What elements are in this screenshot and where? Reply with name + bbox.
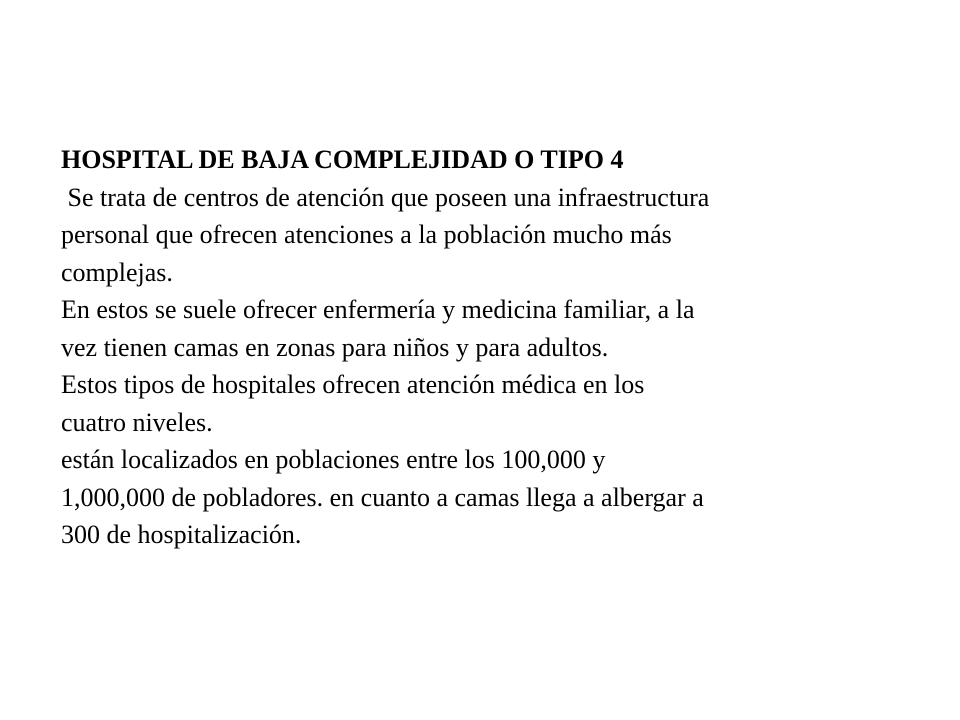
body-line: vez tienen camas en zonas para niños y para adultos.: [61, 332, 609, 362]
body-line: personal que ofrecen atenciones a la población mucho más: [61, 220, 672, 249]
body-line: 1,000,000 de pobladores. en cuanto a camas llega a albergar a: [61, 482, 704, 512]
body-line: complejas.: [61, 257, 173, 287]
body-line: Estos tipos de hospitales ofrecen atención médica en los: [61, 370, 645, 399]
body-line: 300 de hospitalización.: [61, 520, 302, 549]
body-line: están localizados en poblaciones entre los 100,000 y: [61, 445, 606, 474]
text-block: [61, 141, 881, 554]
body-line: cuatro niveles.: [61, 407, 213, 437]
body-line: Se trata de centros de atención que poseen una infraestructura: [61, 182, 710, 212]
body-line: En estos se suele ofrecer enfermería y medicina familiar, a la: [61, 295, 695, 324]
slide-title: HOSPITAL DE BAJA COMPLEJIDAD O TIPO 4: [61, 145, 624, 174]
